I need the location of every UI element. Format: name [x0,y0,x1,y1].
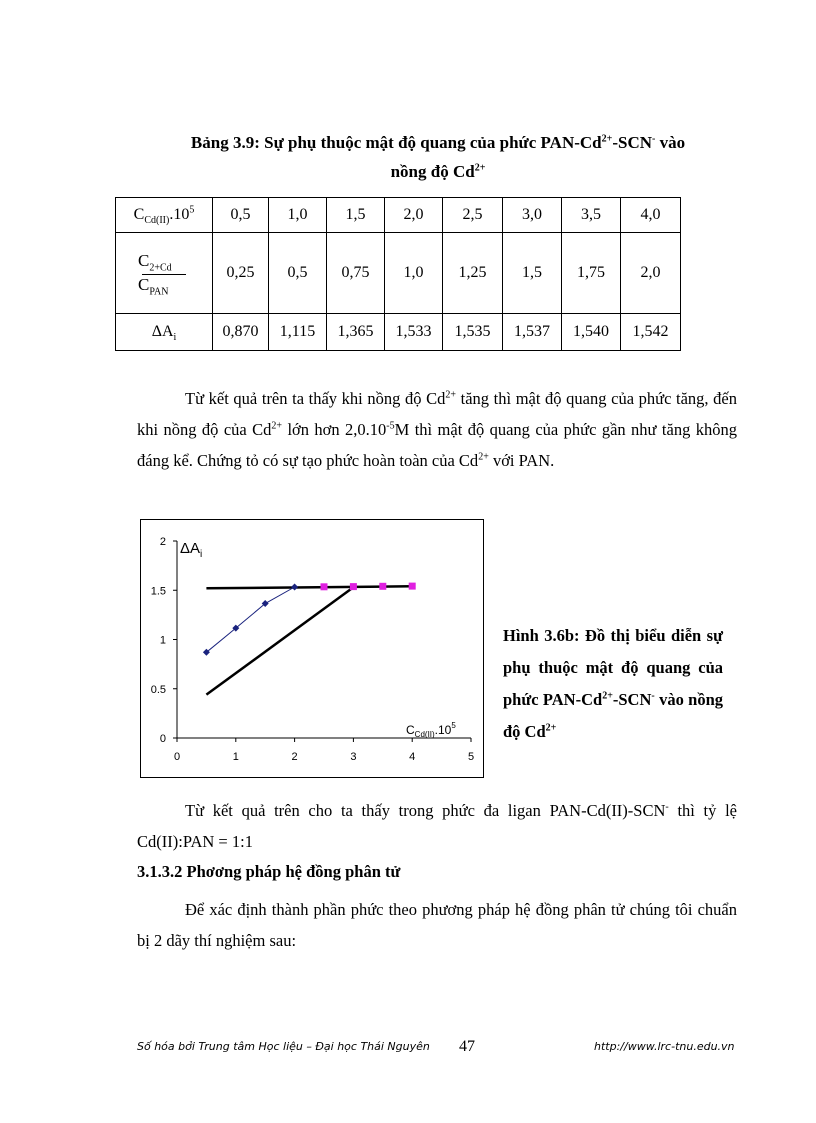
x-tick-label: 1 [232,751,239,763]
page-number: 47 [459,1038,475,1055]
paragraph-result: Từ kết quả trên ta thấy khi nồng độ $Cd^{2+}$ tăng thì mật độ quang của phức tăng, đến khi nồng độ của $Cd^{2+}$ lớn hơn $2,0.10^{-5}M$ thì mật độ quang của phức gần như tăng không đáng kể. Chứng tỏ có sự tạo phức hoàn toàn của $Cd^{2+}$ với PAN. [137,389,737,470]
row-header-absorbance: $\Delta A_i$ [116,314,213,351]
table-cell: 1,75 [562,233,621,314]
y-tick-label: 1.5 [150,585,166,598]
figure-caption: Hình 3.6b: Đồ thị biểu diễn sự phụ thuộc mật độ quang của phức PAN-$Cd^{2+}-SCN^-$ vào nồng độ $Cd^{2+}$ [503,626,723,741]
table-row-absorbance [116,314,681,351]
table-row-concentration [116,198,681,233]
footer-url[interactable]: http://www.lrc-tnu.edu.vn [594,1040,735,1053]
section-heading: 3.1.3.2 Phơơng pháp hệ đồng phân tử [137,862,401,881]
table-cell: 2,0 [385,198,443,233]
table-cell: 2,5 [443,198,503,233]
x-tick-label: 3 [350,751,357,763]
paragraph-method: Để xác định thành phần phức theo phương pháp hệ đồng phân tử chúng tôi chuẩn bị 2 dãy thí nghiệm sau: [137,900,737,950]
ratio-fraction: $\frac{C_{2+Cd}}{C_{PAN}}$ [116,251,172,295]
y-tick-label: 2 [159,536,166,548]
table-caption-line-2: nồng độ $Cd^{2+}$ [390,162,486,181]
table-cell: 1,5 [327,198,385,233]
table-cell: 0,870 [213,314,269,351]
data-point [350,583,357,590]
y-tick-label: 0.5 [150,683,166,696]
table-cell: 1,537 [503,314,562,351]
y-tick-label: 1 [159,634,166,647]
table-cell: 1,540 [562,314,621,351]
footer-source: Số hóa bởi Trung tâm Học liệu – Đại học Thái Nguyên [137,1040,430,1053]
table-cell: 0,25 [213,233,269,314]
table-cell: 1,0 [385,233,443,314]
table-cell: 3,0 [503,198,562,233]
data-point [321,583,328,590]
y-axis-label: $\Delta A_i$ [180,540,203,560]
y-tick-label: 0 [159,733,166,745]
series-line [324,586,412,587]
x-axis-label: $C_{Cd(II)}.10^5$ [406,721,456,739]
x-tick-label: 5 [467,751,475,763]
table-cell: 0,5 [213,198,269,233]
table-cell: 1,542 [621,314,681,351]
row-header-ratio [116,233,213,314]
table-cell: 1,5 [503,233,562,314]
table-cell: 1,115 [269,314,327,351]
table-cell: 4,0 [621,198,681,233]
table-cell: 1,533 [385,314,443,351]
table-cell: 1,0 [269,198,327,233]
data-table [115,197,681,351]
data-point [379,583,386,590]
table-cell: 0,75 [327,233,385,314]
table-caption [110,128,766,186]
paragraph-conclusion: Từ kết quả trên cho ta thấy trong phức đa ligan PAN-Cd(II)-SCN- thì tỷ lệ Cd(II):PAN = 1:1 [137,801,737,851]
table-caption-line-1: Bảng 3.9: Sự phụ thuộc mật độ quang của phức PAN-$Cd^{2+}-SCN^-$ vào [190,133,686,152]
table-cell: 0,5 [269,233,327,314]
x-tick-label: 4 [409,751,416,763]
absorbance-chart [140,519,484,778]
table-row-ratio [116,233,681,314]
table-cell: 1,365 [327,314,385,351]
table-cell: 2,0 [621,233,681,314]
x-tick-label: 2 [291,751,298,763]
data-point [409,583,416,590]
row-header-concentration: $C_{Cd(II)}.10^5$ [116,198,213,233]
x-tick-label: 0 [173,751,181,763]
table-cell: 1,25 [443,233,503,314]
table-cell: 1,535 [443,314,503,351]
table-cell: 3,5 [562,198,621,233]
